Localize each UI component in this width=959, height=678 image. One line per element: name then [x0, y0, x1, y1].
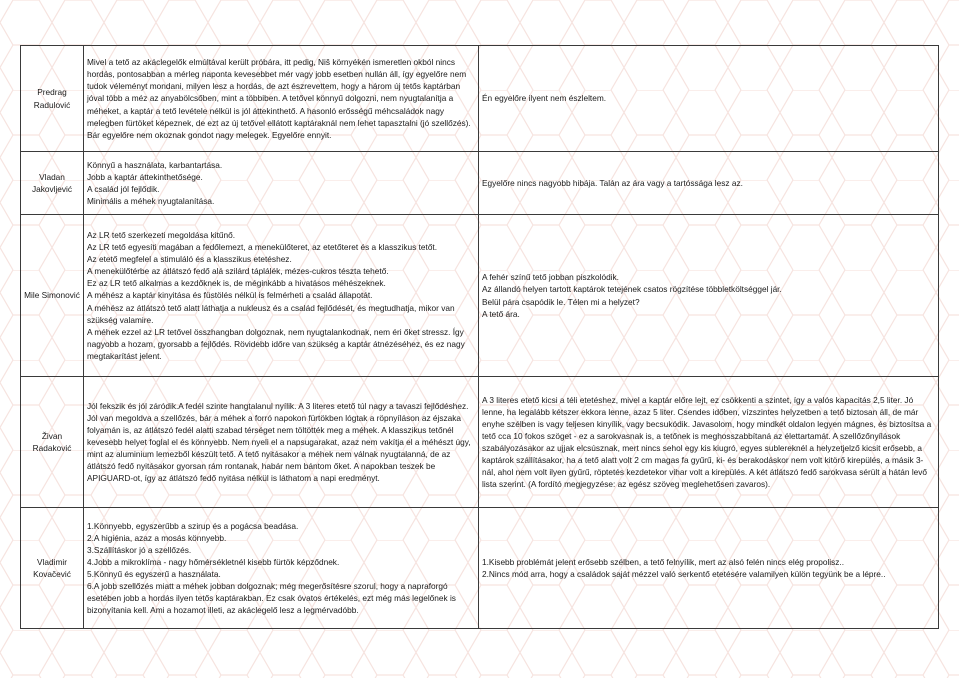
advantages-line: Minimális a méhek nyugtalanítása.: [87, 196, 215, 207]
disadvantages-line: A fehér színű tető jobban piszkolódik.: [482, 272, 619, 283]
disadvantages-cell: [479, 46, 939, 152]
disadvantages-line: Az állandó helyen tartott kaptárok tetejének csatos rögzítése többletköltséggel jár.: [482, 284, 782, 295]
table-row: [21, 508, 939, 629]
advantages-cell: [84, 377, 479, 508]
advantages-cell: [84, 508, 479, 629]
disadvantages-cell: [479, 508, 939, 629]
reviewer-name: Živan Radaković: [21, 377, 84, 508]
advantages-text: Jól fekszik és jól záródik.A fedél szinte hangtalanul nyílik. A 3 literes etető túl nagy a tavaszi fejlődéshez. Jól van megoldva a szellőzés, bár a méhek a forró napokon fürtökben lógtak a röpnyíláson az éjszaka folyamán is, az átlátszó fedél alatti szabad térséget nem töltötték meg a méhek. A klasszikus tetőnél kevesebb helyet foglal el és könnyebb. Nem nyeli el a napsugarakat, azaz nem vakítja el a méhészt úgy, mint az aluminium lemezből készült tető. A tető nyitásakor a méhek nem válnak nyugtalanná, de az átlátszó fedő nyitásakor gyorsan rám rontanak, habár nem bántom őket. A napokban teszek be APIGUARD-ot, így az átlátszó fedő nyitása nélkül is láthatom a napi eredményt.: [87, 400, 471, 484]
disadvantages-line: 2.Nincs mód arra, hogy a családok saját mézzel való serkentő etetésére valamilyen külön tegyünk be a lépre..: [482, 569, 886, 579]
disadvantages-cell: [479, 377, 939, 508]
advantages-line: A menekülőtérbe az átlátszó fedő alá szilárd táplálék, mézes-cukros tészta tehető.: [87, 266, 389, 277]
disadvantages-text: Én egyelőre ilyent nem észleltem.: [482, 93, 607, 104]
advantages-line: 6.A jobb szellőzés miatt a méhek jobban dolgoznak; még megerősítésre szorul, hogy a napraforgó esetében jobb a hordás ilyen tetős kaptárakban. Ez csak óvatos értékelés, ezt még más legelőnek is bizonyítania kell. Ami a hozamot illeti, az akáclegelő lesz a legmérvadóbb.: [87, 581, 456, 616]
advantages-cell: [84, 46, 479, 152]
disadvantages-line: 1.Kisebb problémát jelent erősebb szélben, a tető felnyílik, mert az alsó felén nincs elég propolisz..: [482, 556, 845, 567]
disadvantages-cell: [479, 152, 939, 215]
table-row: [21, 215, 939, 377]
advantages-cell: [84, 152, 479, 215]
table-row: [21, 46, 939, 152]
table-row: [21, 152, 939, 215]
reviews-table: [20, 45, 939, 629]
disadvantages-cell: [479, 215, 939, 377]
advantages-line: 2.A higiénia, azaz a mosás könnyebb.: [87, 532, 227, 543]
advantages-line: Jobb a kaptár áttekinthetősége.: [87, 171, 203, 182]
advantages-cell: [84, 215, 479, 377]
table-row: [21, 377, 939, 508]
advantages-line: Ez az LR tető alkalmas a kezdőknek is, de méginkább a hivatásos méhészeknek.: [87, 278, 386, 289]
advantages-line: 4.Jobb a mikroklíma - nagy hőmérsékletnél kisebb fürtök képződnek.: [87, 556, 340, 567]
disadvantages-line: Belül pára csapódik le. Télen mi a helyzet?: [482, 296, 640, 307]
advantages-line: Könnyű a használata, karbantartása.: [87, 159, 223, 170]
advantages-line: Az LR tető szerkezeti megoldása kitűnő.: [87, 229, 236, 240]
disadvantages-text: A 3 literes etető kicsi a téli etetéshez, mivel a kaptár előre lejt, ez csökkenti a szintet, így a valós kapacitás 2,5 liter. Jó lenne, ha legalább kétszer ekkora lenne, azaz 5 liter. Csendes időben, vízszintes helyzetben a tető biztosan áll, de már enyhe szélben is vagy teljesen kinyílik, vagy becsukódik. Javasolom, hogy mindkét oldalon legyen mágnes, és biztosítsa a tető cca 10 fokos szöget - ez a sarokvasnak is, a tetőnek is meghosszabbítaná az élettartamát. A szellőzőnyílások szabályozásakor az ujjak elcsúsznak, mert nincs sehol egy kis kiugró, egyes sublereknél a helyzetjelző kicsit erősebb, a kaptárok szállításakor, ha a tető alatt volt 2 cm magas fa gyűrű, ki- és berakodáskor nem volt kitörő kirepülés, a másik 3-nál, ahol nem volt ilyen gyűrű, röptetés kezdetekor vihar volt a kirepülés. A két átlátszó fedő sarokvasa sérült a hátán levő lista szerint. (A fordító megjegyzése: az egész szöveg meglehetősen zavaros).: [482, 394, 932, 490]
disadvantages-line: A tető ára.: [482, 308, 520, 319]
reviewer-name: Vladimir Kovačević: [21, 508, 84, 629]
advantages-line: 1.Könnyebb, egyszerűbb a szirup és a pogácsa beadása.: [87, 520, 299, 531]
reviewer-name: Mile Simonović: [21, 215, 84, 377]
advantages-line: A család jól fejlődik.: [87, 184, 160, 194]
advantages-line: Az LR tető egyesíti magában a fedőlemezt, a menekülőteret, az etetőteret és a klasszikus tetőt.: [87, 242, 438, 253]
advantages-text: Mivel a tető az akáclegelők elmúltával került próbára, itt pedig, Niš környékén ismeretlen okból nincs hordás, pontosabban a mérleg naponta kevesebbet mér vagy jobb esetben nullán áll, így egyelőre nem tudok véleményt mondani, milyen lesz a hordás, de azt észrevettem, hogy a három új tetős kaptárban jóval több a méz az anyabölcsőben, mint a többiben. A tetővel könnyű dolgozni, nem nyugtalanítja a méheket, a kaptár a tető levétele nélkül is jól áttekinthető. A hasonló erősségű méhcsaládok nagy melegben fürtöket képeznek, de ezt az új tetővel ellátott kaptáraknál nem lehet tapasztalni (jó szellőzés). Bár egyelőre nem okoznak gondot nagy melegek. Egyelőre ennyit.: [87, 57, 471, 140]
reviewer-name: Predrag Radulović: [21, 46, 84, 152]
advantages-line: A méhész az átlátszó tető alatt láthatja a nukleusz és a család fejlődését, és megtudhatja, mikor van szükség valamire.: [87, 302, 455, 325]
reviewer-name: Vladan Jakovljević: [21, 152, 84, 215]
advantages-line: A méhek ezzel az LR tetővel összhangban dolgoznak, nem nyugtalankodnak, nem éri őket stressz. Így nagyobb a hozam, gyorsabb a fejlődés. Rövidebb időre van szükség a kaptár átnézéséhez, és ez nagy megtakarítást jelent.: [87, 326, 465, 361]
advantages-line: Az etető megfelel a stimuláló és a klasszikus etetéshez.: [87, 254, 292, 265]
advantages-line: A méhész a kaptár kinyitása és füstölés nélkül is felmérheti a család állapotát.: [87, 290, 373, 301]
advantages-line: 3.Szállításkor jó a szellőzés.: [87, 544, 192, 555]
disadvantages-line: Egyelőre nincs nagyobb hibája. Talán az ára vagy a tartóssága lesz az.: [482, 177, 743, 188]
advantages-line: 5.Könnyű és egyszerű a használata.: [87, 569, 221, 579]
